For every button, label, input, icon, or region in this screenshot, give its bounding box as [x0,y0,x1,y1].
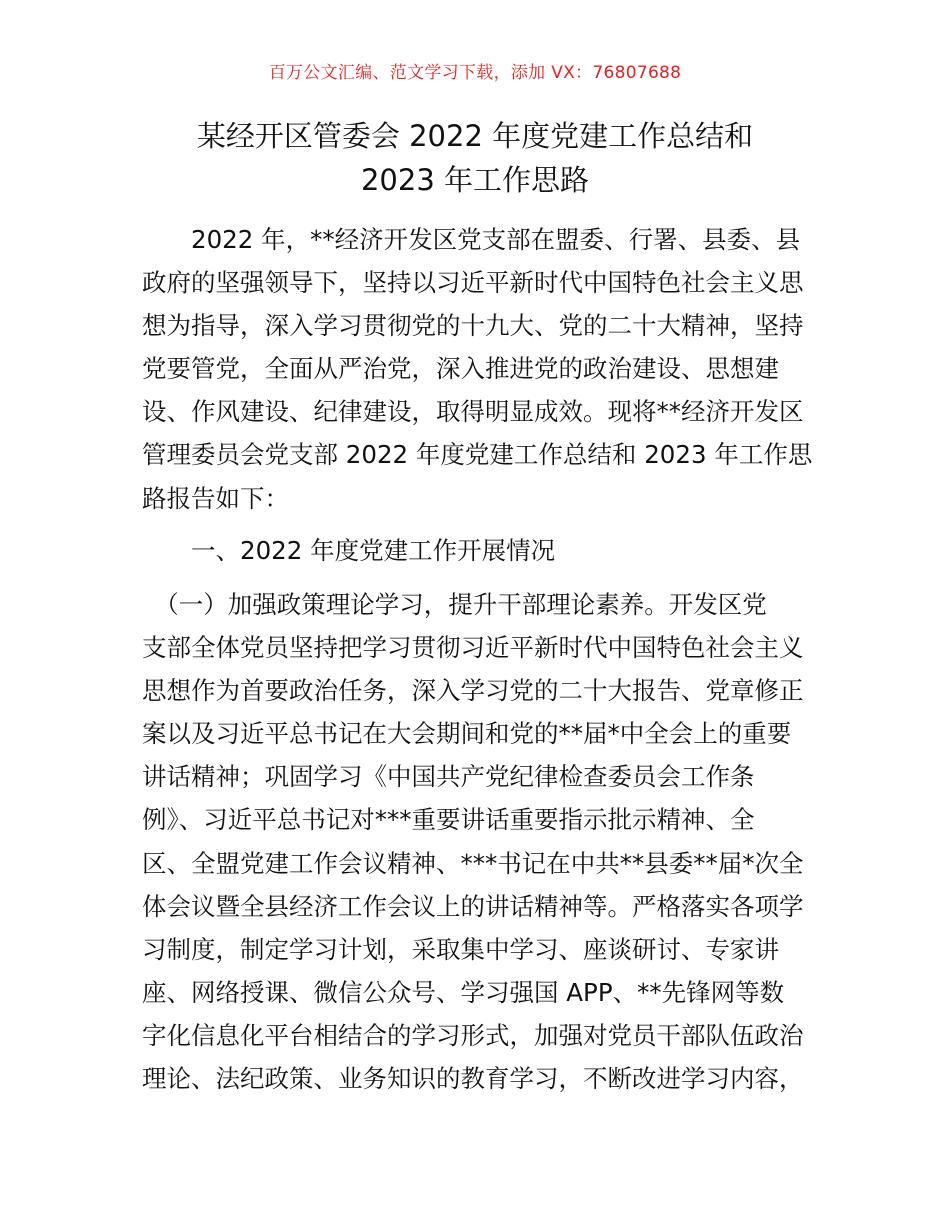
text-line: 2022 年，**经济开发区党支部在盟委、行署、县委、县 [142,225,801,254]
text-line: 支部全体党员坚持把学习贯彻习近平新时代中国特色社会主义 [142,633,804,663]
header-watermark-note: 百万公文汇编、范文学习下载，添加 VX：76807688 [268,63,682,83]
text-line: 座、网络授课、微信公众号、学习强国 APP、**先锋网等数 [142,977,785,1007]
text-line: 理论、法纪政策、业务知识的教育学习，不断改进学习内容， [142,1064,804,1094]
section-heading-text: 一、2022 年度党建工作开展情况 [142,536,556,565]
text-line: 想为指导，深入学习贯彻党的十九大、党的二十大精神，坚持 [142,311,804,341]
text-line: 字化信息化平台相结合的学习形式，加强对党员干部队伍政治 [142,1020,804,1050]
text-line: 区、全盟党建工作会议精神、***书记在中共**县委**届*次全 [142,848,804,878]
text-line: 路报告如下： [142,483,289,513]
text-line: 政府的坚强领导下，坚持以习近平新时代中国特色社会主义思 [142,268,804,298]
text-line: 党要管党，全面从严治党，深入推进党的政治建设、思想建 [142,354,779,384]
text-line: 设、作风建设、纪律建设，取得明显成效。现将**经济开发区 [142,397,804,427]
text-line: 思想作为首要政治任务，深入学习党的二十大报告、党章修正 [142,676,804,706]
text-line: 体会议暨全县经济工作会议上的讲话精神等。严格落实各项学 [142,891,804,921]
text-line: 例》、习近平总书记对***重要讲话重要指示批示精神、全 [142,805,755,835]
section-heading [142,529,814,572]
title-line-2: 2023 年工作思路 [360,163,590,197]
title-line-1: 某经开区管委会 2022 年度党建工作总结和 [196,119,754,153]
document-title [100,114,850,202]
text-line: （一）加强政策理论学习，提升干部理论素养。开发区党 [142,590,767,619]
intro-paragraph [142,218,814,520]
text-line: 习制度，制定学习计划，采取集中学习、座谈研讨、专家讲 [142,934,779,964]
text-line: 案以及习近平总书记在大会期间和党的**届*中全会上的重要 [142,719,792,749]
text-line: 管理委员会党支部 2022 年度党建工作总结和 2023 年工作思 [142,440,813,470]
text-line: 讲话精神；巩固学习《中国共产党纪律检查委员会工作条 [142,762,755,792]
subsection-paragraph [142,583,814,1100]
